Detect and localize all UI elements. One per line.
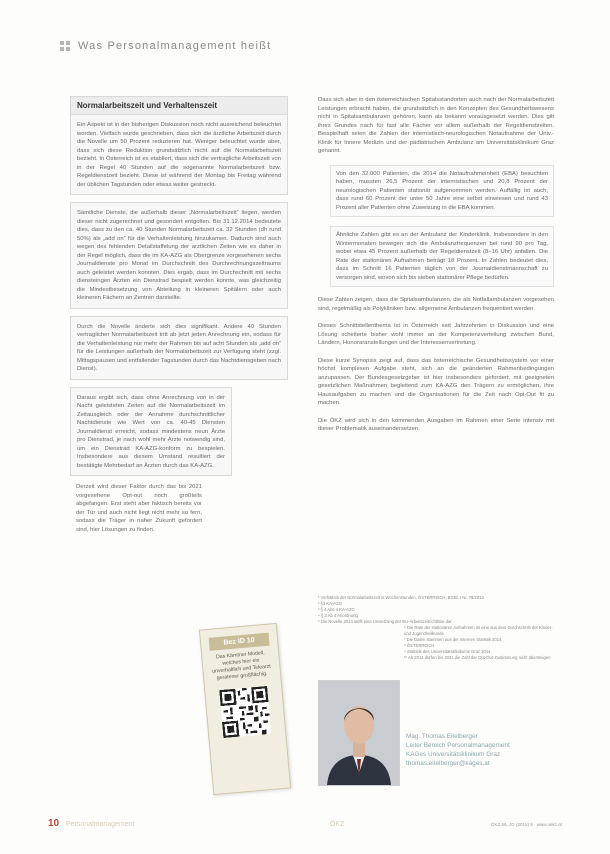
footnote: ⁵ Die Novelle 2014 stellt eine Umsetzung der EU-Arbeitszeitrichtlinie dar — [318, 619, 452, 624]
footnotes — [318, 595, 554, 661]
footnote: ³ § 4 Abs 4 KA-AZG — [318, 607, 355, 612]
paragraph-block — [318, 96, 554, 156]
paragraph-block — [318, 296, 554, 313]
bullet-paragraph: Ähnliche Zahlen gibt es an der Ambulanz der Kinderklinik. Insbesondere in den Wintermonaten bewegen sich die Ambulanzfrequenzen bei rund 90 pro Tag, wobei etwa 45 Prozent außerhalb der Regeldienstzeit (8–16 Uhr) anfallen. Die Rate der stationären Aufnahmen beträgt 18 Prozent. In Zahlen bedeutet dies, dass im Schnitt 16 Patienten täglich von der Journaldienstmannschaft zu versorgen sind, wovon sich bis sieben stationärer Pflege bedürfen. — [336, 232, 548, 281]
body-paragraph: Die ÖKZ wird sich in den kommenden Ausgaben im Rahmen einer Serie intensiv mit dieser Problematik auseinandersetzen. — [318, 417, 554, 432]
author-email-link[interactable]: thomas.eitelberger@kages.at — [406, 760, 490, 767]
body-paragraph: Dass sich aber in den österreichischen Spitalsstandorten auch nach der Normalarbeitszeit Leistungen erbracht haben, die grundsätzlich in den Konzepten des Gesundheitswesens nicht in Spitalsambulanzen gehören, kann als bekannt vorausgesetzt werden. Dies gilt ihres Grundes nach für fast alle Fächer vor allem außerhalb der Regeldienstzeiten. Beispielhaft seien die Zahlen der internistisch-neurologischen Notaufnahme der Univ.-Klinik für Innere Medizin und der pädiatrischen Ambulanz am Universitätsklinikum Graz genannt. — [318, 97, 554, 154]
qr-code-card — [199, 623, 291, 795]
paragraph-block — [318, 322, 554, 348]
left-column — [70, 96, 288, 534]
body-paragraph: Derzeit wird dieser Faktor durch das bis 2021 vorgesehene Opt-out noch großteils abgefangen. Erst steht aber faktisch bereits vor der Tür und auch nicht liegt nicht mehr so fern, sodass die Träger in naher Zukunft gefordert sind, hier Lösungen zu finden. — [76, 484, 202, 533]
box-paragraph: Daraus ergibt sich, dass ohne Anrechnung von in der Nacht geleisteten Zeiten auf die Normalarbeitszeit im Zeitausgleich oder der Annahme durchschnittlicher Nachtdienste wie Wert von ca. 40-45 Diensten Journaldienst erreicht, sodass mindestens neun Ärzte pro Dienstrad, je nach wohl mehr Arzte notwendig sind, um ein Dienstrad KA-AZG-konform zu bespielen. Insbesondere aus diesem Umstand resultiert der bestätigte Mehrbedarf an Ärzten durch das KA-AZG. — [77, 394, 225, 469]
tail-text — [70, 483, 208, 534]
qr-code-icon[interactable] — [219, 686, 271, 738]
bullet-box-kinderklinik — [330, 226, 554, 287]
bullet-box-eba — [330, 165, 554, 218]
body-paragraph: Diese Zahlen zeigen, dass die Spitalsambulanzen, die als Notfallambulanzen vorgesehen sind, regelmäßig als Polykliniken bzw. allgemeine Ambulanzen frequentiert werden. — [318, 297, 554, 312]
paragraph-block — [318, 357, 554, 408]
page-number: 10 — [48, 818, 60, 829]
paragraph-block — [318, 417, 554, 434]
qr-card-heading: Bez ID 10 — [209, 633, 270, 651]
info-box-novelle — [70, 316, 288, 380]
author-org: KAGes Universitätsklinikum Graz — [406, 751, 501, 758]
info-box-normalarbeitszeit — [70, 96, 288, 195]
box-paragraph: Ein Aspekt ist in der bisherigen Diskussion noch nicht ausreichend beleuchtet worden. Vielfach wurde geschrieben, dass sich die ärztliche Arbeitszeit durch die Novelle um 50 Prozent reduzieren hat. Weniger beleuchtet wurde aber, dass sich diese Reduktion grundsätzlich nicht auf die Normalarbeitszeit bezieht. In Österreich ist es etabliert, dass sich die vertragliche Arbeitszeit von in der Regel 40 Stunden auf die sogenannte Normalarbeitszeit bzw. Regeldienstzeit bezieht. Diese ist während der Montag bis Freitag während der üblichen Tagstunden oder etwas weiter gestreckt. — [77, 122, 281, 188]
right-column — [318, 96, 554, 443]
footnote: ⁸ ÖSTERREICH — [404, 643, 435, 648]
author-photo — [318, 680, 400, 786]
author-name: Mag. Thomas Eitelberger — [406, 733, 478, 740]
section-title: Was Personalmanagement heißt — [78, 40, 272, 52]
box-title: Normalarbeitszeit und Verhaltenszeit — [71, 97, 287, 115]
page-footer — [48, 818, 562, 832]
author-role: Leiter Bereich Personalmanagement — [406, 742, 510, 749]
grid-dots-icon — [60, 41, 70, 51]
box-paragraph: Sämtliche Dienste, die außerhalb dieser „Normalarbeitszeit“ liegen, werden dieser nicht zugerechnet und gesondert entgolten. Bis 31.12.2014 bedeutete dies, dass zu den ca. 40 Stunden Normalarbeitszeit ca. 32 Stunden (dh rund 50%) als „add on“ für die Verhaltenleistung hinzukamen. Dadurch sind auch wegen des fehlenden Detailstaffelung der arztlichen Zeiten wie es daher in der Regel möglich, dass die im KA-AZG als Obergrenze vorgesehenen sechs Journaldienste pro Monat im Durchschnitt des Durchrechnungszeitraums auch geleistet werden konnten. Dies ergab, dass im Durchschnitt mit sechs diensteingen Ärzten ein Dienstrad bespielt werden konnte, was gleichzeitig die Mindestbesetzung von Abteilung in kleineren Spitälern oder auch kleineren Fächern an Zentren darstellte. — [77, 210, 281, 301]
footnote: ² §3 KA-AZG — [318, 601, 342, 606]
footnote: ¹⁰ Ab 2014 dürfen bis 2021 die Zahl der Opt-Out-Zustimmung nicht übersteigen — [404, 655, 551, 660]
info-box-dienste — [70, 202, 288, 309]
footnote: ⁹ Statistik des Universitätsklinikums Graz 2014 — [404, 649, 491, 654]
footer-issue-info: ÖKZ 56. JG (2015) 5 · www.oekz.at — [490, 822, 562, 827]
box-paragraph: Durch die Novelle änderte sich dies signifikant. Andere 40 Stunden vertraglicher Normalarbeitszeit tritt ab jetzt jeden Anrechnung ein, sodass für die Verhaltenleistung nur mehr der Rahmen bis auf acht Stunden als „add on“ für die Leistungen außerhalb der Normalarbeitszeit zur Verfügung steht (zzgl. Mittagspausen und entfallender Tagstunden durch das Nachtdiensgeben nach Dienst). — [77, 323, 281, 372]
footnote: ⁶ Die Rate der stationären Aufnahmen ist eine aus dem Durchschnitt der Kinder- und Jugendheilkunde — [404, 625, 553, 636]
qr-card-text: Das Kärntner Modell, welches hier ein unverhaltlich und Telearzt geratener großflächig. — [211, 650, 272, 682]
section-header — [60, 40, 271, 52]
bullet-paragraph: Von den 32.000 Patienten, die 2014 die Notaufnahmeinheit (EBA) besuchten haben, mussten 26,5 Prozent der internistischen und 20,8 Prozent der neurologischen Patienten stationär aufgenommen werden. Auffällig ist auch, dass rund 60 Prozent der unter 50 Jahre eine selbst einwiesen und rund 43 Prozent aller Patienten ohne Zuweisung in die EBA kommen. — [336, 170, 548, 211]
body-paragraph: Diese kurze Synopsis zeigt auf, dass das österreichische Gesundheitssystem vor einer höchst komplexen Aufgabe steht, sich an die geänderten Rahmenbedingungen anzupassen. Der Bundesgesetzgeber ist hier insbesondere gefordert, mit geeigneten gesetzlichen Maßnahmen begleitend zum KA-AZG den Trägern zu ermöglichen, ihre Hausaufgaben zu machen und die Organisationen für die Zeit nach Opt-Out fit zu machen. — [318, 357, 554, 406]
author-info — [406, 732, 554, 768]
footnote: ¹ Verhältnis der Normalarbeitszeit in Wochenstunden, ÖSTERREICH, BGBl. I Nr. 76/2014 — [318, 595, 484, 600]
footnote: ⁷ Die Daten stammen aus der internen Statistik 2014 — [404, 637, 502, 642]
footer-section-label: Personalmanagement — [66, 821, 135, 828]
info-box-dienstrad — [70, 387, 232, 477]
body-paragraph: Dieses Schnittstellenthema ist in Österreich seit Jahrzehnten in Diskussion und eine Lösung scheiterte bisher wohl immer an der Kompetenzverteilung zwischen Bund, Ländern, Honoraranstellungen und der Interessenvertretung. — [318, 323, 554, 346]
footer-magazine-label: ÖKZ — [330, 821, 345, 828]
author-block — [318, 680, 554, 788]
footnote: ⁴ § 3 Ab 4 Anordnung — [318, 613, 358, 618]
